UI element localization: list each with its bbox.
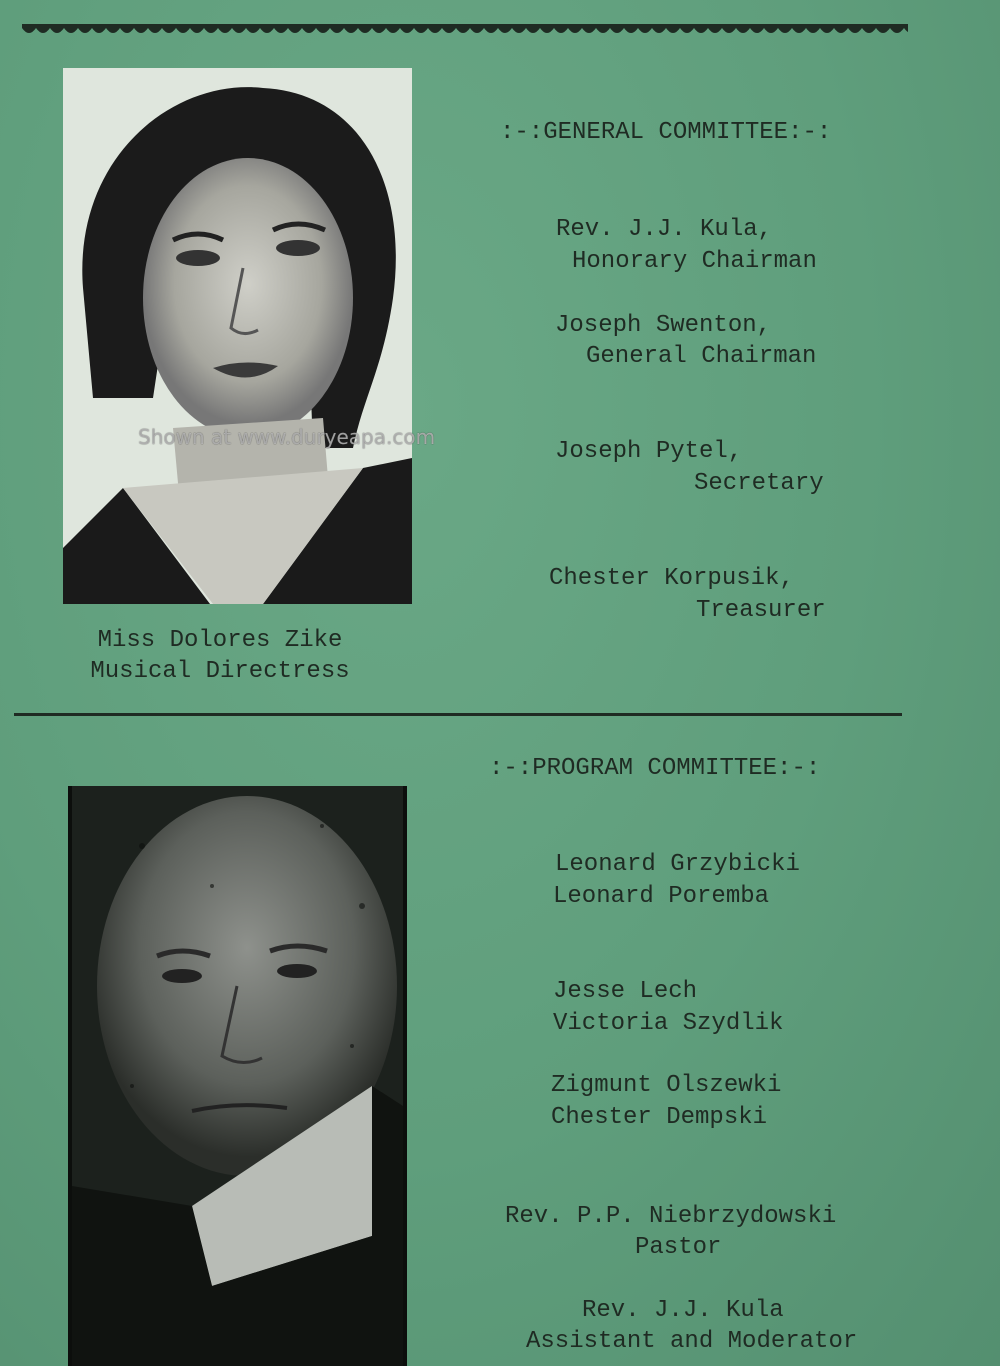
general-committee-heading: :-:GENERAL COMMITTEE:-: — [500, 119, 832, 146]
assistant-title: Assistant and Moderator — [526, 1328, 858, 1355]
member-name: Joseph Swenton, — [555, 312, 772, 339]
portrait-photo-dolores-zike — [63, 68, 412, 604]
member-name: Jesse Lech — [553, 978, 698, 1005]
member-name: Chester Korpusik, — [549, 565, 794, 592]
member-name: Leonard Poremba — [553, 883, 770, 910]
portrait-photo-pastor — [68, 786, 407, 1366]
program-committee-heading: :-:PROGRAM COMMITTEE:-: — [489, 755, 821, 782]
member-name: Chester Dempski — [551, 1104, 768, 1131]
portrait-man-image — [72, 786, 403, 1366]
top-scalloped-border — [22, 22, 908, 38]
member-role: Honorary Chairman — [572, 248, 817, 275]
member-name: Victoria Szydlik — [553, 1010, 784, 1037]
member-name: Zigmunt Olszewki — [551, 1072, 782, 1099]
photo-caption-title: Musical Directress — [90, 658, 350, 685]
member-name: Rev. J.J. Kula, — [556, 216, 773, 243]
pastor-title: Pastor — [635, 1234, 722, 1261]
member-role: General Chairman — [586, 343, 817, 370]
portrait-woman-image — [63, 68, 412, 604]
section-divider — [14, 713, 902, 716]
pastor-name: Rev. P.P. Niebrzydowski — [505, 1203, 837, 1230]
member-name: Leonard Grzybicki — [555, 851, 800, 878]
member-role: Secretary — [694, 470, 824, 497]
member-role: Treasurer — [696, 597, 826, 624]
watermark-text: Shown at www.duryeapa.com — [138, 425, 436, 449]
member-name: Joseph Pytel, — [555, 438, 743, 465]
photo-caption-name: Miss Dolores Zike — [97, 627, 343, 654]
assistant-name: Rev. J.J. Kula — [582, 1297, 784, 1324]
